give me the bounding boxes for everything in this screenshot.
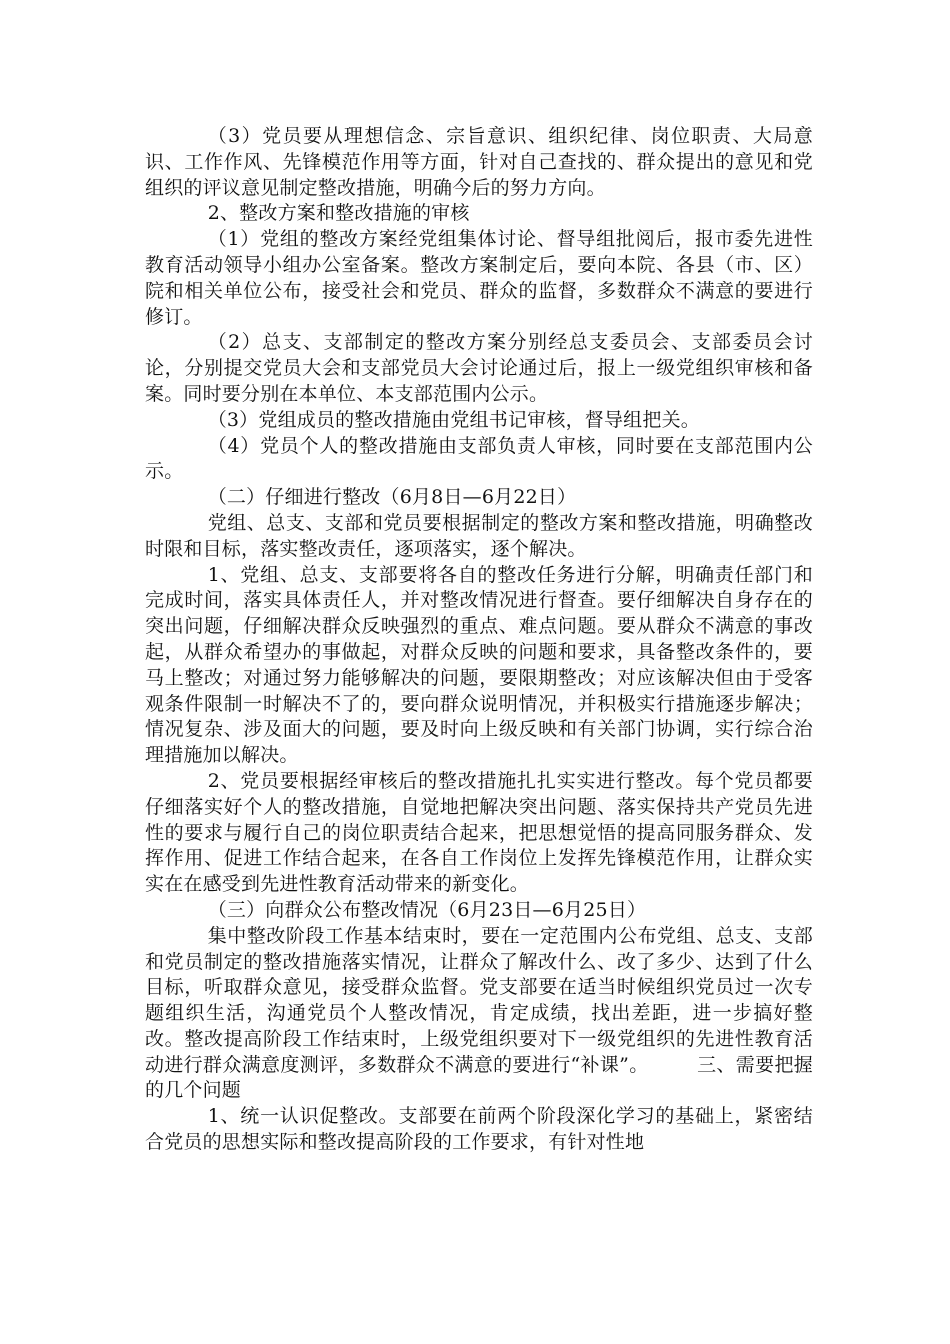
document-body (145, 124, 813, 1156)
paragraph-review-1: （1）党组的整改方案经党组集体讨论、督导组批阅后，报市委先进性教育活动领导小组办公室备案。整改方案制定后，要向本院、各县（市、区）院和相关单位公布，接受社会和党员、群众的监督，多数群众不满意的要进行修订。 (145, 228, 813, 328)
paragraph-section-two-item-2: 2、党员要根据经审核后的整改措施扎扎实实进行整改。每个党员都要仔细落实好个人的整改措施，自觉地把解决突出问题、落实保持共产党员先进性的要求与履行自己的岗位职责结合起来，把思想觉悟的提高同服务群众、发挥作用、促进工作结合起来，在各自工作岗位上发挥先锋模范作用，让群众实实在在感受到先进性教育活动带来的新变化。 (145, 769, 813, 896)
paragraph-section-two-item-1: 1、党组、总支、支部要将各自的整改任务进行分解，明确责任部门和完成时间，落实具体责任人，并对整改情况进行督查。要仔细解决自身存在的突出问题，仔细解决群众反映强烈的重点、难点问题。要从群众不满意的事改起，从群众希望办的事做起，对群众反映的问题和要求，具备整改条件的，要马上整改；对通过努力能够解决的问题，要限期整改；对应该解决但由于受客观条件限制一时解决不了的，要向群众说明情况，并积极实行措施逐步解决；情况复杂、涉及面大的问题，要及时向上级反映和有关部门协调，实行综合治理措施加以解决。 (145, 563, 813, 767)
heading-section-three: （三）向群众公布整改情况（6月23日—6月25日） (207, 898, 647, 921)
paragraph-review-3: （3）党组成员的整改措施由党组书记审核，督导组把关。 (207, 408, 700, 431)
paragraph-party-member-measures: （3）党员要从理想信念、宗旨意识、组织纪律、岗位职责、大局意识、工作作风、先锋模范作用等方面，针对自己查找的、群众提出的意见和党组织的评议意见制定整改措施，明确今后的努力方向。 (145, 125, 813, 199)
paragraph-review-2: （2）总支、支部制定的整改方案分别经总支委员会、支部委员会讨论，分别提交党员大会和支部党员大会讨论通过后，报上一级党组织审核和备案。同时要分别在本单位、本支部范围内公示。 (145, 331, 813, 405)
paragraph-unify-understanding: 1、统一认识促整改。支部要在前两个阶段深化学习的基础上，紧密结合党员的思想实际和整改提高阶段的工作要求，有针对性地 (145, 1105, 813, 1154)
paragraph-section-three: 集中整改阶段工作基本结束时，要在一定范围内公布党组、总支、支部和党员制定的整改措施落实情况，让群众了解改什么、改了多少、达到了什么目标，听取群众意见，接受群众监督。党支部要在适当时候组织党员过一次专题组织生活，沟通党员个人整改情况，肯定成绩，找出差距，进一步搞好整改。整改提高阶段工作结束时，上级党组织要对下一级党组织的先进性教育活动进行群众满意度测评，多数群众不满意的要进行“补课”。 三、需要把握的几个问题 (145, 924, 813, 1102)
heading-review: 2、整改方案和整改措施的审核 (207, 202, 470, 225)
paragraph-review-4: （4）党员个人的整改措施由支部负责人审核，同时要在支部范围内公示。 (145, 434, 813, 483)
heading-section-two: （二）仔细进行整改（6月8日—6月22日） (207, 486, 577, 509)
paragraph-section-two-intro: 党组、总支、支部和党员要根据制定的整改方案和整改措施，明确整改时限和目标，落实整改责任，逐项落实，逐个解决。 (145, 511, 813, 560)
